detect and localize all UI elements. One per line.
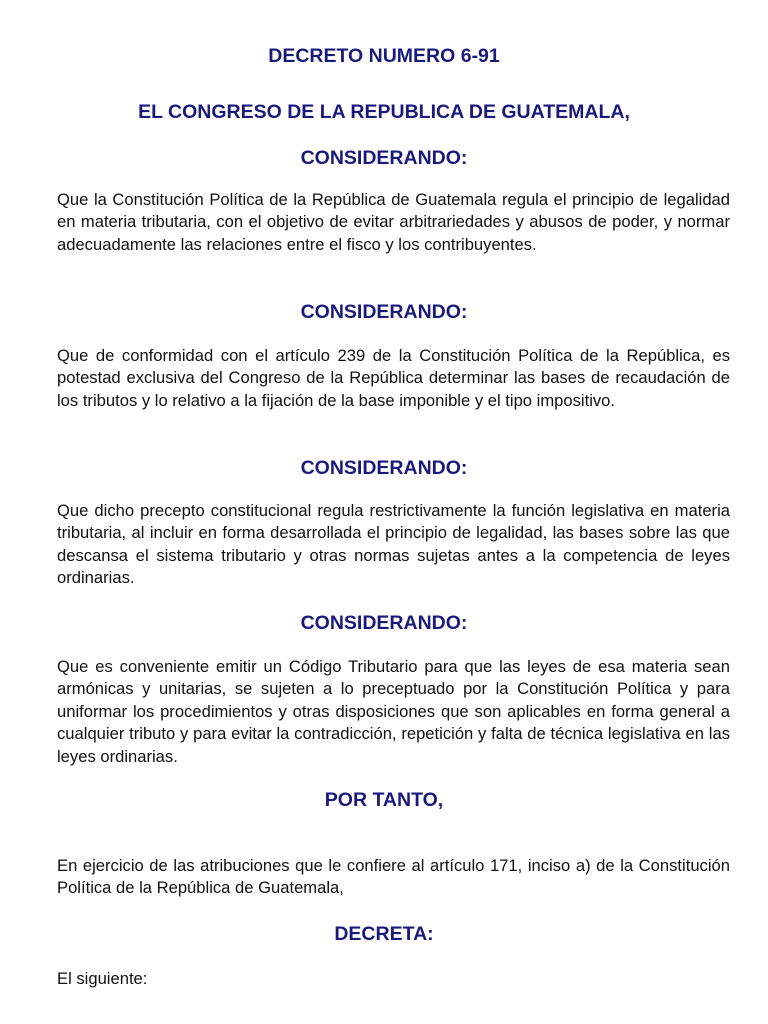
- section-text-4: Que es conveniente emitir un Código Tributario para que las leyes de esa materia sean armónicas y unitarias, se sujeten a lo preceptuado por la Constitución Política y para uniformar los procedimientos y otras disposiciones que son aplicables en forma general a cualquier tributo y para evitar la contradicción, repetición y falta de técnica legislativa en las leyes ordinarias.: [57, 657, 730, 766]
- section-heading-por-tanto: POR TANTO,: [324, 789, 444, 811]
- section-heading-decreta: DECRETA:: [334, 923, 434, 945]
- section-text-decreta: El siguiente:: [57, 969, 148, 988]
- section-text-2: Que de conformidad con el artículo 239 de la Constitución Política de la República, es potestad exclusiva del Congreso de la República determinar las bases de recaudación de los tributos y lo relativo a la fijación de la base imponible y el tipo impositivo.: [57, 346, 730, 410]
- section-text-3: Que dicho precepto constitucional regula restrictivamente la función legislativa en materia tributaria, al incluir en forma desarrollada el principio de legalidad, las bases sobre las que descansa el sistema tributario y otras normas sujetas antes a la competencia de leyes ordinarias.: [57, 501, 730, 588]
- section-text-1: Que la Constitución Política de la República de Guatemala regula el principio de legalidad en materia tributaria, con el objetivo de evitar arbitrariedades y abusos de poder, y normar adecuadamente las relaciones entre el fisco y los contribuyentes.: [57, 190, 730, 254]
- decree-title: DECRETO NUMERO 6-91: [268, 45, 500, 67]
- section-heading-3: CONSIDERANDO:: [300, 457, 468, 479]
- section-heading-1: CONSIDERANDO:: [300, 147, 468, 169]
- section-heading-4: CONSIDERANDO:: [300, 612, 468, 634]
- congress-title: EL CONGRESO DE LA REPUBLICA DE GUATEMALA,: [138, 101, 630, 123]
- section-text-por-tanto: En ejercicio de las atribuciones que le confiere al artículo 171, inciso a) de la Constitución Política de la República de Guatemala,: [57, 856, 730, 898]
- section-heading-2: CONSIDERANDO:: [300, 301, 468, 323]
